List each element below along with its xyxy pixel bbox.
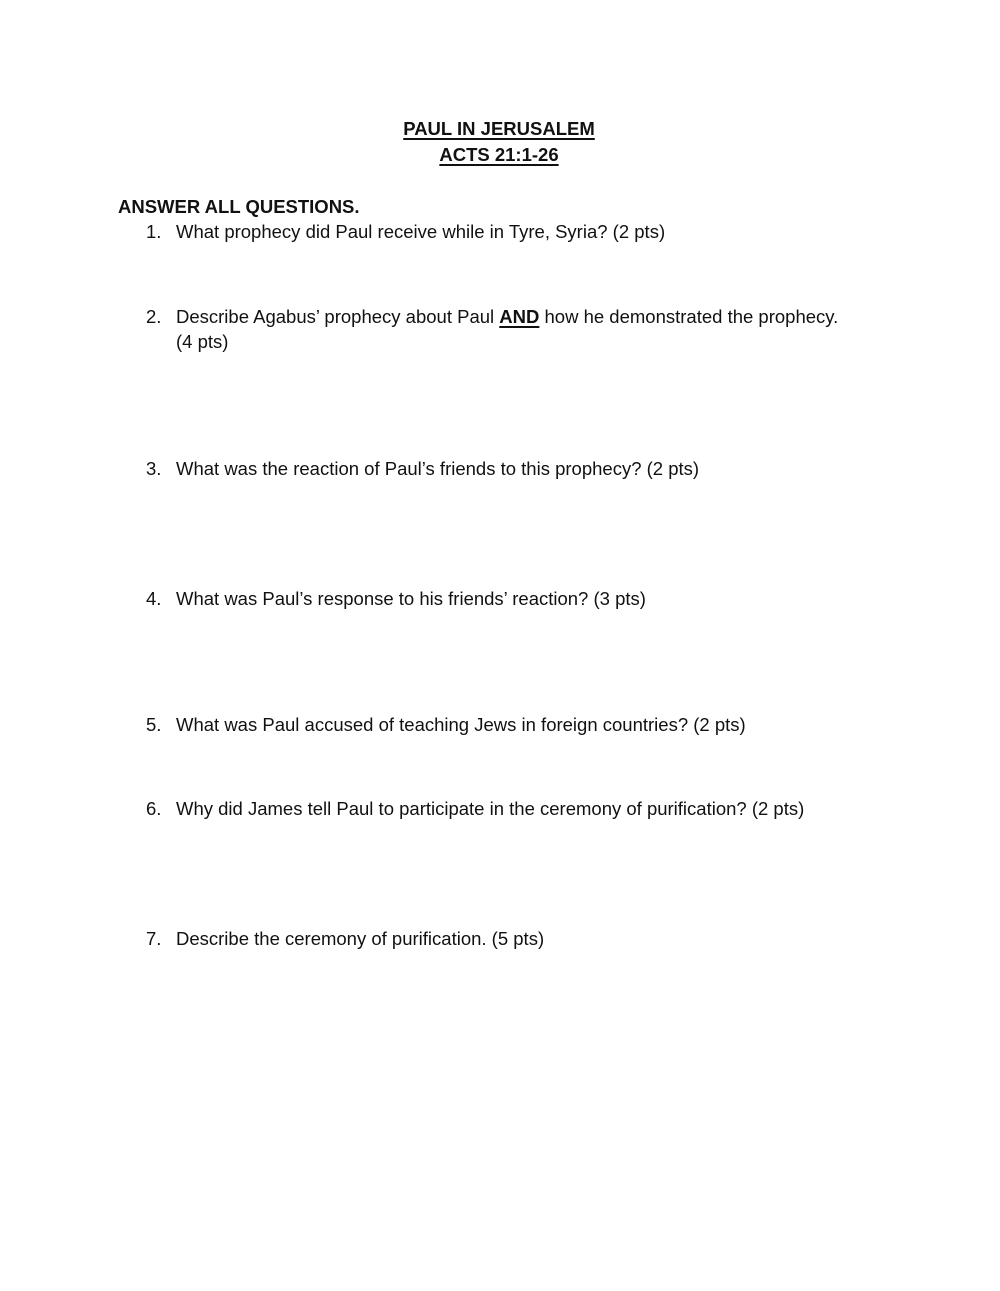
emphasis-and: AND xyxy=(499,306,540,327)
question-number: 6. xyxy=(146,798,162,819)
document-title: PAUL IN JERUSALEM xyxy=(403,118,595,139)
question-text-part: how he demonstrated the prophecy. xyxy=(539,306,839,327)
question-text: What prophecy did Paul receive while in Tyre, Syria? (2 pts) xyxy=(176,221,666,242)
question-text: What was Paul accused of teaching Jews in foreign countries? (2 pts) xyxy=(176,714,746,735)
question-points: (4 pts) xyxy=(176,331,229,352)
question-text: Why did James tell Paul to participate in the ceremony of purification? (2 pts) xyxy=(176,798,805,819)
question-number: 2. xyxy=(146,306,162,327)
question-4 xyxy=(146,586,906,611)
question-text: What was the reaction of Paul’s friends to this prophecy? (2 pts) xyxy=(176,458,700,479)
question-2 xyxy=(146,304,906,354)
question-number: 4. xyxy=(146,588,162,609)
question-3 xyxy=(146,456,906,481)
instructions: ANSWER ALL QUESTIONS. xyxy=(118,196,360,217)
question-6 xyxy=(146,796,906,821)
question-text-part: Describe Agabus’ prophecy about Paul xyxy=(176,306,500,327)
question-7 xyxy=(146,926,906,951)
question-1 xyxy=(146,219,906,244)
question-text: What was Paul’s response to his friends’ reaction? (3 pts) xyxy=(176,588,646,609)
document-subtitle: ACTS 21:1-26 xyxy=(439,144,559,165)
question-text xyxy=(176,304,906,354)
question-number: 3. xyxy=(146,458,162,479)
question-5 xyxy=(146,712,906,737)
question-number: 5. xyxy=(146,714,162,735)
question-text: Describe the ceremony of purification. (5 pts) xyxy=(176,928,545,949)
question-number: 7. xyxy=(146,928,162,949)
question-number: 1. xyxy=(146,221,162,242)
